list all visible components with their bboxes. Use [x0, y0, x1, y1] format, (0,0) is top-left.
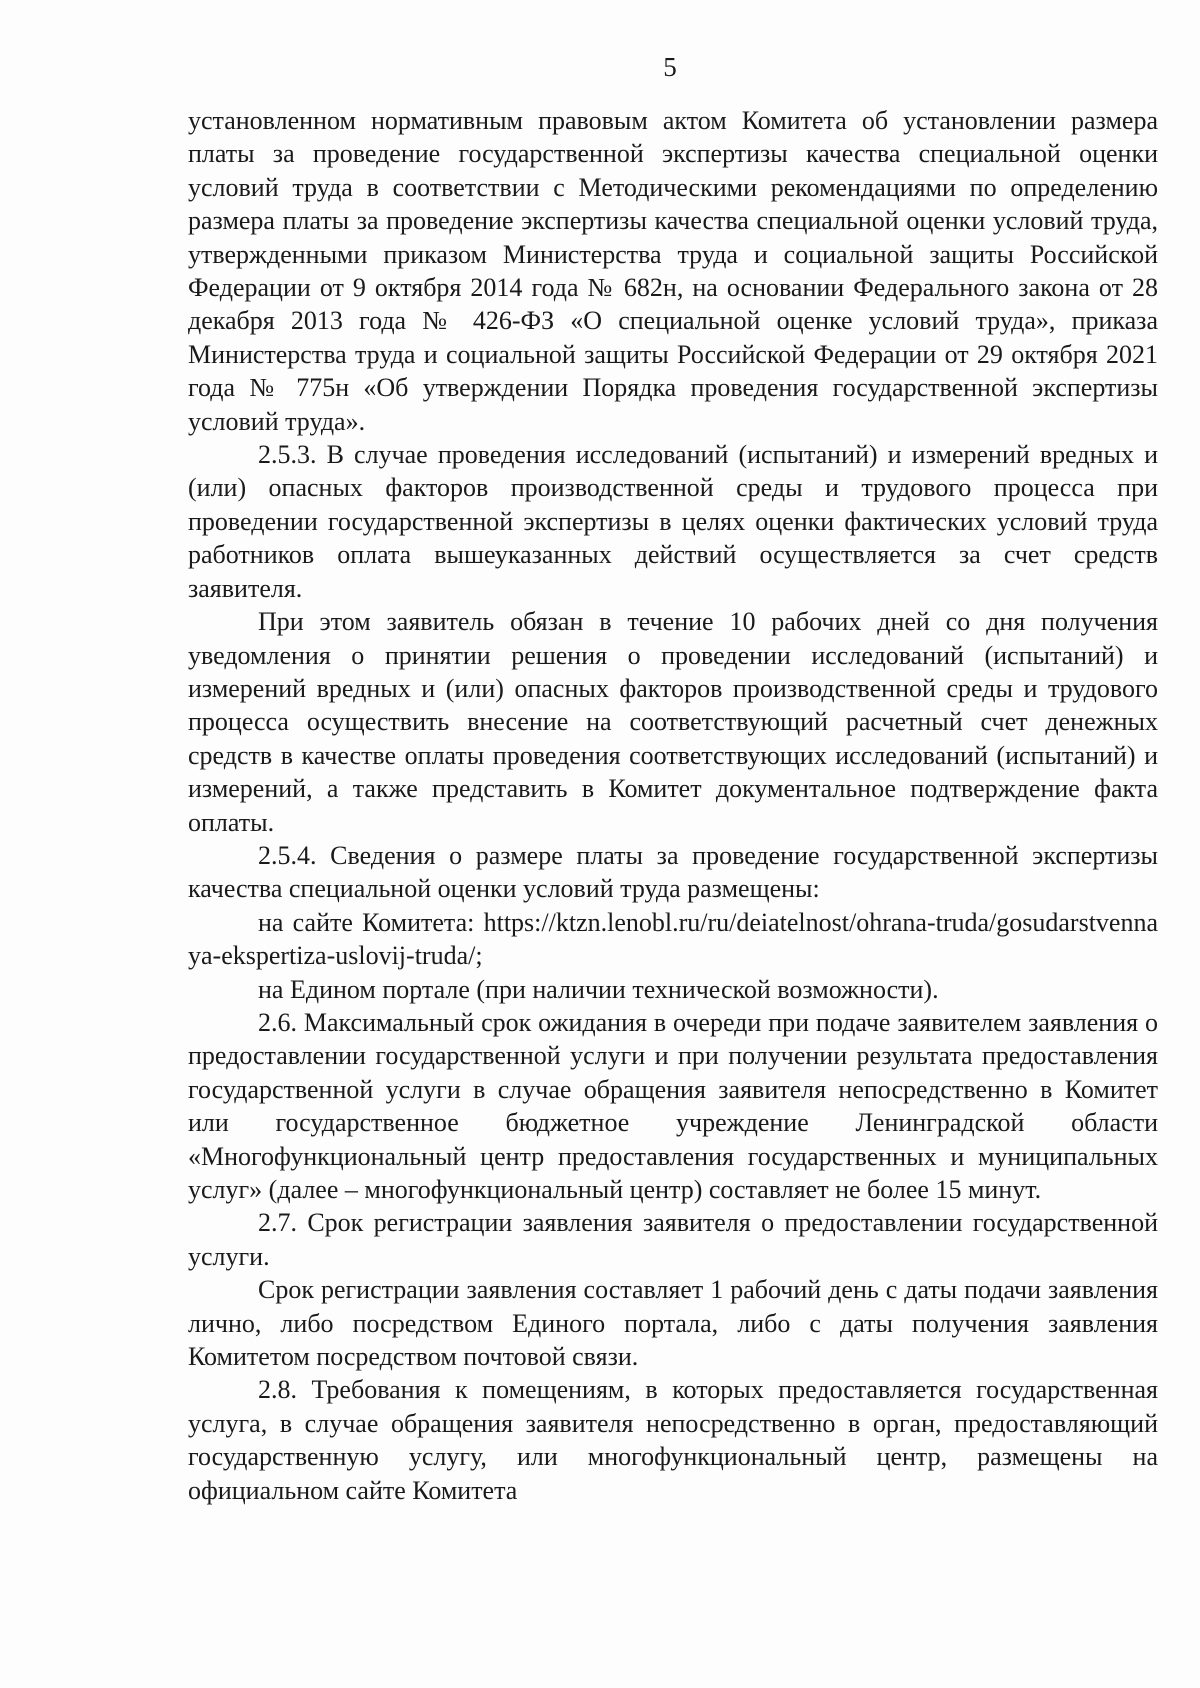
paragraph-2-5-3: 2.5.3. В случае проведения исследований (испытаний) и измерений вредных и (или) опасных факторов производственной среды и трудового процесса при проведении государственной экспертизы в целях оценки фактических условий труда работников оплата вышеуказанных действий осуществляется за счет средств заявителя.: [188, 440, 1158, 603]
paragraph-2-6: 2.6. Максимальный срок ожидания в очереди при подаче заявителем заявления о предоставлении государственной услуги и при получении результата предоставления государственной услуги в случае обращения заявителя непосредственно в Комитет или государственное бюджетное учреждение Ленинградской области «Многофункциональный центр предоставления государственных и муниципальных услуг» (далее – многофункциональный центр) составляет не более 15 минут.: [188, 1007, 1158, 1204]
paragraph-fee-regulation: установленном нормативным правовым актом Комитета об установлении размера платы за проведение государственной экспертизы качества специальной оценки условий труда в соответствии с Методическими рекомендациями по определению размера платы за проведение экспертизы качества специальной оценки условий труда, утвержденными приказом Министерства труда и социальной защиты Российской Федерации от 9 октября 2014 года № 682н, на основании Федерального закона от 28 декабря 2013 года № 426-ФЗ «О специальной оценке условий труда», приказа Министерства труда и социальной защиты Российской Федерации от 29 октября 2021 года № 775н «Об утверждении Порядка проведения государственной экспертизы условий труда».: [188, 106, 1158, 436]
paragraph-2-8: 2.8. Требования к помещениям, в которых предоставляется государственная услуга, в случае обращения заявителя непосредственно в орган, предоставляющий государственную услугу, или многофункциональный центр, размещены на официальном сайте Комитета: [188, 1375, 1158, 1505]
page-number: 5: [663, 52, 677, 82]
paragraph-2-5-4: 2.5.4. Сведения о размере платы за проведение государственной экспертизы качества специальной оценки условий труда размещены:: [188, 840, 1158, 904]
paragraph-2-7: 2.7. Срок регистрации заявления заявителя о предоставлении государственной услуги.: [188, 1208, 1158, 1271]
paragraph-applicant-obligation: При этом заявитель обязан в течение 10 рабочих дней со дня получения уведомления о принятии решения о проведении исследований (испытаний) и измерений вредных и (или) опасных факторов производственной среды и трудового процесса осуществить внесение на соответствующий расчетный счет денежных средств в качестве оплаты проведения соответствующих исследований (испытаний) и измерений, а также представить в Комитет документальное подтверждение факта оплаты.: [188, 607, 1158, 837]
paragraph-registration-term: Срок регистрации заявления составляет 1 рабочий день с даты подачи заявления лично, либо посредством Единого портала, либо с даты получения заявления Комитетом посредством почтовой связи.: [188, 1275, 1158, 1372]
document-body: [188, 104, 1158, 1507]
paragraph-committee-website: на сайте Комитета: https://ktzn.lenobl.ru/ru/deiatelnost/ohrana-truda/gosudarstvennaya-ekspertiza-uslovij-truda/;: [188, 907, 1158, 971]
paragraph-unified-portal: на Едином портале (при наличии технической возможности).: [258, 974, 939, 1004]
